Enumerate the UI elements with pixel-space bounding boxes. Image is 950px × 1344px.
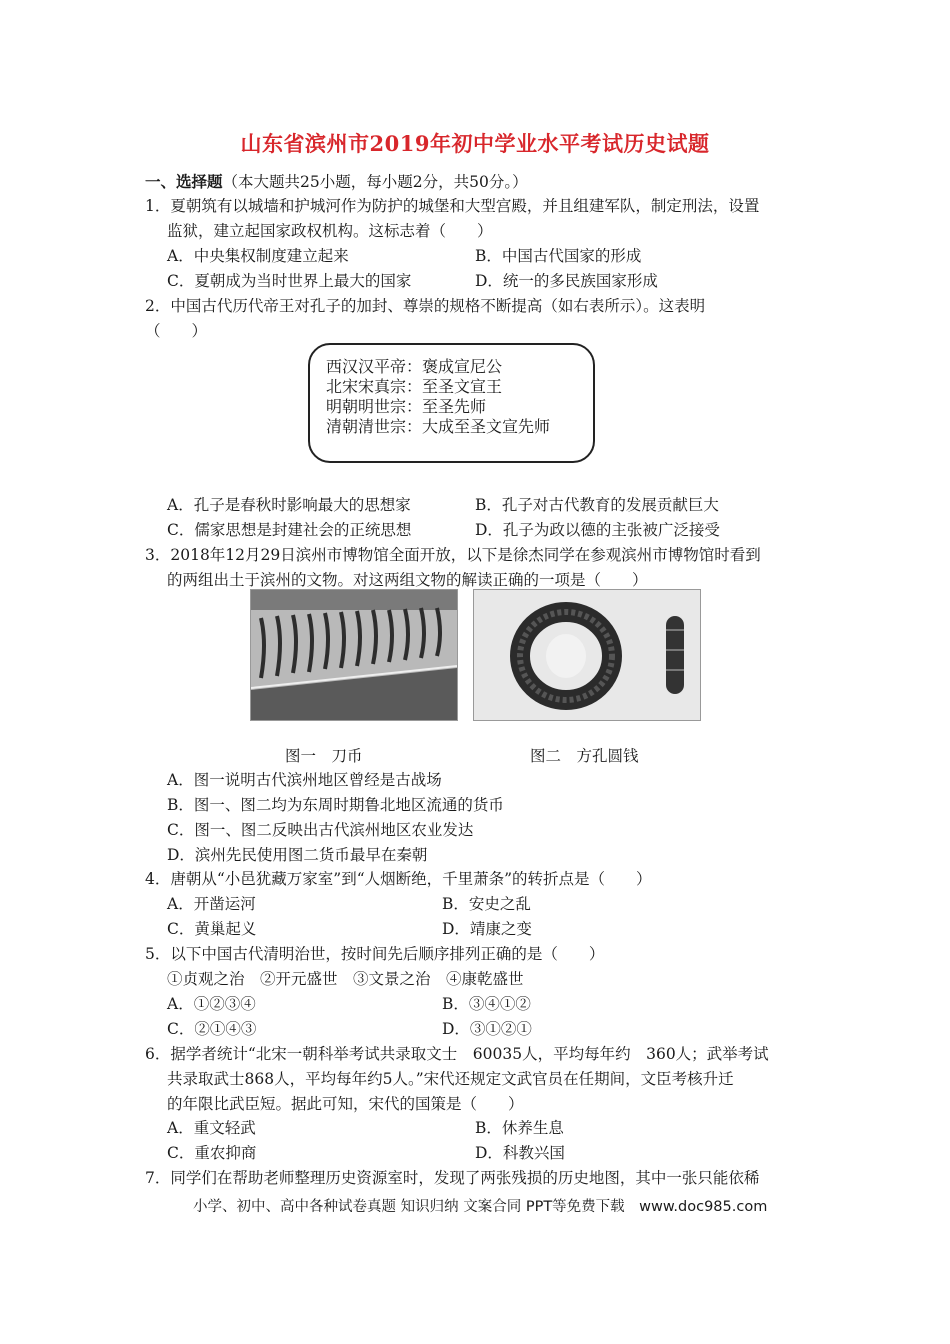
knife-coin-image xyxy=(251,590,457,720)
q2-line1: 2．中国古代历代帝王对孔子的加封、尊崇的规格不断提高（如右表所示）。这表明 xyxy=(145,297,706,315)
page-title: 山东省滨州市2019年初中学业水平考试历史试题 xyxy=(240,131,710,156)
q7-line1: 7．同学们在帮助老师整理历史资源室时，发现了两张残损的历史地图，其中一张只能依稀 xyxy=(145,1169,760,1187)
q5-option-b: B．③④①② xyxy=(442,995,531,1013)
q2-option-a: A．孔子是春秋时影响最大的思想家 xyxy=(167,496,411,514)
q3-line1: 3．2018年12月29日滨州市博物馆全面开放，以下是徐杰同学在参观滨州市博物馆时看到 xyxy=(145,546,761,564)
q6-line1: 6．据学者统计“北宋一朝科举考试共录取文士 60035人，平均每年约 360人；武举考试 xyxy=(145,1045,769,1063)
q3-option-c: C．图一、图二反映出古代滨州地区农业发达 xyxy=(167,821,474,839)
q1-option-d: D．统一的多民族国家形成 xyxy=(475,272,658,290)
q3-option-a: A．图一说明古代滨州地区曾经是古战场 xyxy=(167,771,442,789)
q4-line1: 4．唐朝从“小邑犹藏万家室”到“人烟断绝，千里萧条”的转折点是（ ） xyxy=(145,870,652,888)
round-coin-photo xyxy=(473,589,701,721)
q4-option-d: D．靖康之变 xyxy=(442,920,532,938)
figure2-caption: 图二 方孔圆钱 xyxy=(530,747,639,765)
knife-coin-photo xyxy=(250,589,458,721)
section-header xyxy=(145,170,528,192)
q6-option-a: A．重文轻武 xyxy=(167,1119,256,1137)
q4-option-c: C．黄巢起义 xyxy=(167,920,257,938)
q6-option-d: D．科教兴国 xyxy=(475,1144,565,1162)
q6-line3: 的年限比武臣短。据此可知，宋代的国策是（ ） xyxy=(167,1095,524,1113)
page-footer: 小学、初中、高中各种试卷真题 知识归纳 文案合同 PPT等免费下载 www.doc985.com xyxy=(193,1199,768,1215)
table-row: 西汉汉平帝：褒成宣尼公 xyxy=(326,357,503,376)
section-note: （本大题共25小题，每小题2分，共50分。） xyxy=(222,173,528,191)
q5-option-c: C．②①④③ xyxy=(167,1020,257,1038)
q1-option-a: A．中央集权制度建立起来 xyxy=(167,247,349,265)
figure1-caption: 图一 刀币 xyxy=(285,747,363,765)
q2-option-c: C．儒家思想是封建社会的正统思想 xyxy=(167,521,412,539)
q1-line2: 监狱，建立起国家政权机构。这标志着（ ） xyxy=(167,222,493,240)
q2-option-d: D．孔子为政以德的主张被广泛接受 xyxy=(475,521,720,539)
q6-option-b: B．休养生息 xyxy=(475,1119,564,1137)
confucius-title-table xyxy=(308,343,595,463)
q5-items: ①贞观之治 ②开元盛世 ③文景之治 ④康乾盛世 xyxy=(167,970,524,988)
q3-option-b: B．图一、图二均为东周时期鲁北地区流通的货币 xyxy=(167,796,504,814)
q6-option-c: C．重农抑商 xyxy=(167,1144,257,1162)
q5-option-d: D．③①②① xyxy=(442,1020,532,1038)
q4-option-a: A．开凿运河 xyxy=(167,895,256,913)
q3-line2: 的两组出土于滨州的文物。对这两组文物的解读正确的一项是（ ） xyxy=(167,571,648,589)
table-row: 明朝明世宗：至圣先师 xyxy=(326,397,487,416)
table-row: 北宋宋真宗：至圣文宣王 xyxy=(326,377,503,396)
q5-option-a: A．①②③④ xyxy=(167,995,256,1013)
round-coin-image xyxy=(474,590,700,720)
q6-line2: 共录取武士868人，平均每年约5人。”宋代还规定文武官员在任期间，文臣考核升迁 xyxy=(167,1070,734,1088)
q1-option-c: C．夏朝成为当时世界上最大的国家 xyxy=(167,272,412,290)
q2-line2: （ ） xyxy=(145,322,208,340)
section-label: 一、选择题 xyxy=(145,173,223,191)
q1-option-b: B．中国古代国家的形成 xyxy=(475,247,642,265)
q5-line1: 5．以下中国古代清明治世，按时间先后顺序排列正确的是（ ） xyxy=(145,945,605,963)
q1-line1: 1．夏朝筑有以城墙和护城河作为防护的城堡和大型宫殿，并且组建军队，制定刑法，设置 xyxy=(145,197,760,215)
q4-option-b: B．安史之乱 xyxy=(442,895,531,913)
q2-option-b: B．孔子对古代教育的发展贡献巨大 xyxy=(475,496,719,514)
q3-option-d: D．滨州先民使用图二货币最早在秦朝 xyxy=(167,846,428,864)
table-row: 清朝清世宗：大成至圣文宣先师 xyxy=(326,417,551,436)
